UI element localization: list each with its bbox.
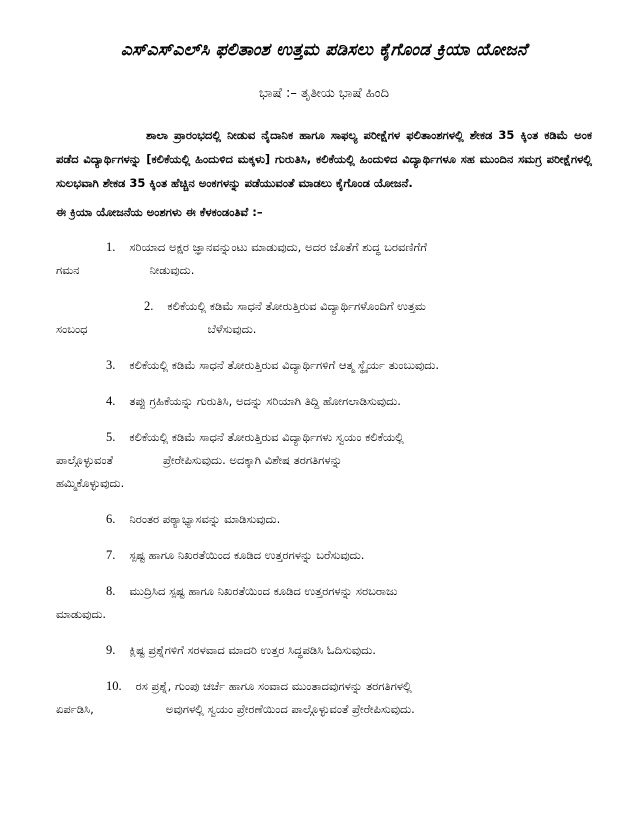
item-number: 7. [106, 548, 116, 562]
components-heading: ಈ ಕ್ರಿಯಾ ಯೋಜನೆಯ ಅಂಶಗಳು ಈ ಕೆಳಕಂಡಂತಿವೆ :– [56, 205, 263, 219]
list-item [56, 354, 592, 377]
list-item [56, 675, 592, 721]
list-item [56, 508, 592, 531]
list-item [56, 580, 592, 626]
item-number: 6. [106, 512, 116, 526]
list-item [56, 544, 592, 567]
item-number: 1. [106, 240, 116, 254]
item-number: 3. [106, 358, 116, 372]
action-plan-list [56, 236, 592, 721]
item-text-cont: ಹಮ್ಮಿಕೊಳ್ಳುವುದು. [56, 476, 125, 490]
intro-paragraph: ಶಾಲಾ ಪ್ರಾರಂಭದಲ್ಲಿ ನೀಡುವ ನೈದಾನಿಕ ಹಾಗೂ ಸಾಫಲ್ಯ ಪರೀಕ್ಷೆಗಳ ಫಲಿತಾಂಶಗಳಲ್ಲಿ ಶೇಕಡ 35 ಕ್ಕಿಂತ ಕಡಿಮೆ ಅಂಕ ಪಡೆದ ವಿದ್ಯಾರ್ಥಿಗಳನ್ನು [ಕಲಿಕೆಯಲ್ಲಿ ಹಿಂದುಳಿದ ಮಕ್ಕಳು] ಗುರುತಿಸಿ, ಕಲಿಕೆಯಲ್ಲಿ ಹಿಂದುಳಿದ ವಿದ್ಯಾರ್ಥಿಗಳೂ ಸಹ ಮುಂದಿನ ಸಮಗ್ರ ಪರೀಕ್ಷೆಗಳಲ್ಲಿ ಸುಲಭವಾಗಿ ಶೇಕಡ 35 ಕ್ಕಿಂತ ಹೆಚ್ಚಿನ ಅಂಕಗಳನ್ನು ಪಡೆಯುವಂತೆ ಮಾಡಲು ಕೈಗೊಂಡ ಯೋಜನೆ. [56, 128, 592, 190]
item-number: 4. [106, 394, 116, 408]
item-text-cont: ಅವುಗಳಲ್ಲಿ ಸ್ವಯಂ ಪ್ರೇರಣೆಯಿಂದ ಪಾಲ್ಗೊಳ್ಳುವಂತೆ ಪ್ರೇರೇಪಿಸುವುದು. [165, 702, 415, 716]
item-text-cont: ಸಂಬಂಧ [56, 322, 88, 336]
item-text-cont: ಪಾಲ್ಗೊಳ್ಳುವಂತೆ [56, 453, 113, 467]
item-text: ಕಲಿಕೆಯಲ್ಲಿ ಕಡಿಮೆ ಸಾಧನೆ ತೋರುತ್ತಿರುವ ವಿದ್ಯಾರ್ಥಿಗಳಿಗೆ ಆತ್ಮ ಸ್ಥೈರ್ಯ ತುಂಬುವುದು. [129, 358, 440, 372]
item-text: ಮುದ್ರಿಸಿದ ಸ್ಪಷ್ಟ ಹಾಗೂ ನಿಖರತೆಯಿಂದ ಕೂಡಿದ ಉತ್ತರಗಳನ್ನು ಸರಬರಾಜು [129, 584, 398, 598]
item-text-cont: ಬೆಳೆಸುವುದು. [207, 322, 257, 336]
item-text: ಕಲಿಕೆಯಲ್ಲಿ ಕಡಿಮೆ ಸಾಧನೆ ತೋರುತ್ತಿರುವ ವಿದ್ಯಾರ್ಥಿಗಳು ಸ್ವಯಂ ಕಲಿಕೆಯಲ್ಲಿ [129, 430, 404, 444]
item-text-cont: ಗಮನ [56, 263, 80, 277]
item-text: ರಸ ಪ್ರಶ್ನೆ, ಗುಂಪು ಚರ್ಚೆ ಹಾಗೂ ಸಂವಾದ ಮುಂತಾದವುಗಳನ್ನು ತರಗತಿಗಳಲ್ಲಿ [135, 679, 412, 693]
item-text: ತಪ್ಪು ಗ್ರಹಿಕೆಯನ್ನು ಗುರುತಿಸಿ, ಅದನ್ನು ಸರಿಯಾಗಿ ತಿದ್ದಿ ಹೋಗಲಾಡಿಸುವುದು. [129, 394, 401, 408]
list-item [56, 639, 592, 662]
language-subtitle: ಭಾಷೆ :– ತೃತೀಯ ಭಾಷೆ ಹಿಂದಿ [259, 86, 389, 101]
item-text: ಸರಿಯಾದ ಅಕ್ಷರ ಜ್ಞಾನವನ್ನುಂಟು ಮಾಡುವುದು, ಅದರ ಜೊತೆಗೆ ಶುದ್ಧ ಬರವಣಿಗೆಗೆ [129, 240, 427, 254]
item-number: 10. [106, 679, 122, 693]
page-title: ಎಸ್‌ಎಸ್‌ಎಲ್‌ಸಿ ಫಲಿತಾಂಶ ಉತ್ತಮ ಪಡಿಸಲು ಕೈಗೊಂಡ ಕ್ರಿಯಾ ಯೋಜನೆ [120, 40, 528, 60]
item-number: 2. [144, 299, 154, 313]
item-text-cont: ಮಾಡುವುದು. [56, 607, 107, 621]
item-text: ಸ್ಪಷ್ಟ ಹಾಗೂ ನಿಖರತೆಯಿಂದ ಕೂಡಿದ ಉತ್ತರಗಳನ್ನು ಬರೆಸುವುದು. [129, 548, 365, 562]
item-text-cont: ಏರ್ಪಡಿಸಿ, [56, 702, 94, 716]
item-number: 5. [106, 430, 116, 444]
item-text: ನಿರಂತರ ಪಠ್ಯಾಭ್ಯಾಸವನ್ನು ಮಾಡಿಸುವುದು. [129, 512, 281, 526]
item-text-cont: ನೀಡುವುದು. [149, 263, 195, 277]
list-item [56, 236, 592, 282]
item-text: ಕ್ಲಿಷ್ಟ ಪ್ರಶ್ನೆಗಳಿಗೆ ಸರಳವಾದ ಮಾದರಿ ಉತ್ತರ ಸಿದ್ಧಪಡಿಸಿ ಓದಿಸುವುದು. [129, 643, 376, 657]
list-item [56, 426, 592, 495]
item-text-cont: ಪ್ರೇರೇಪಿಸುವುದು. ಅದಕ್ಕಾಗಿ ವಿಶೇಷ ತರಗತಿಗಳನ್ನು [163, 453, 343, 467]
list-item [56, 390, 592, 413]
item-number: 9. [106, 643, 116, 657]
item-text: ಕಲಿಕೆಯಲ್ಲಿ ಕಡಿಮೆ ಸಾಧನೆ ತೋರುತ್ತಿರುವ ವಿದ್ಯಾರ್ಥಿಗಳೊಂದಿಗೆ ಉತ್ತಮ [167, 299, 426, 313]
item-number: 8. [106, 584, 116, 598]
list-item [56, 295, 592, 341]
